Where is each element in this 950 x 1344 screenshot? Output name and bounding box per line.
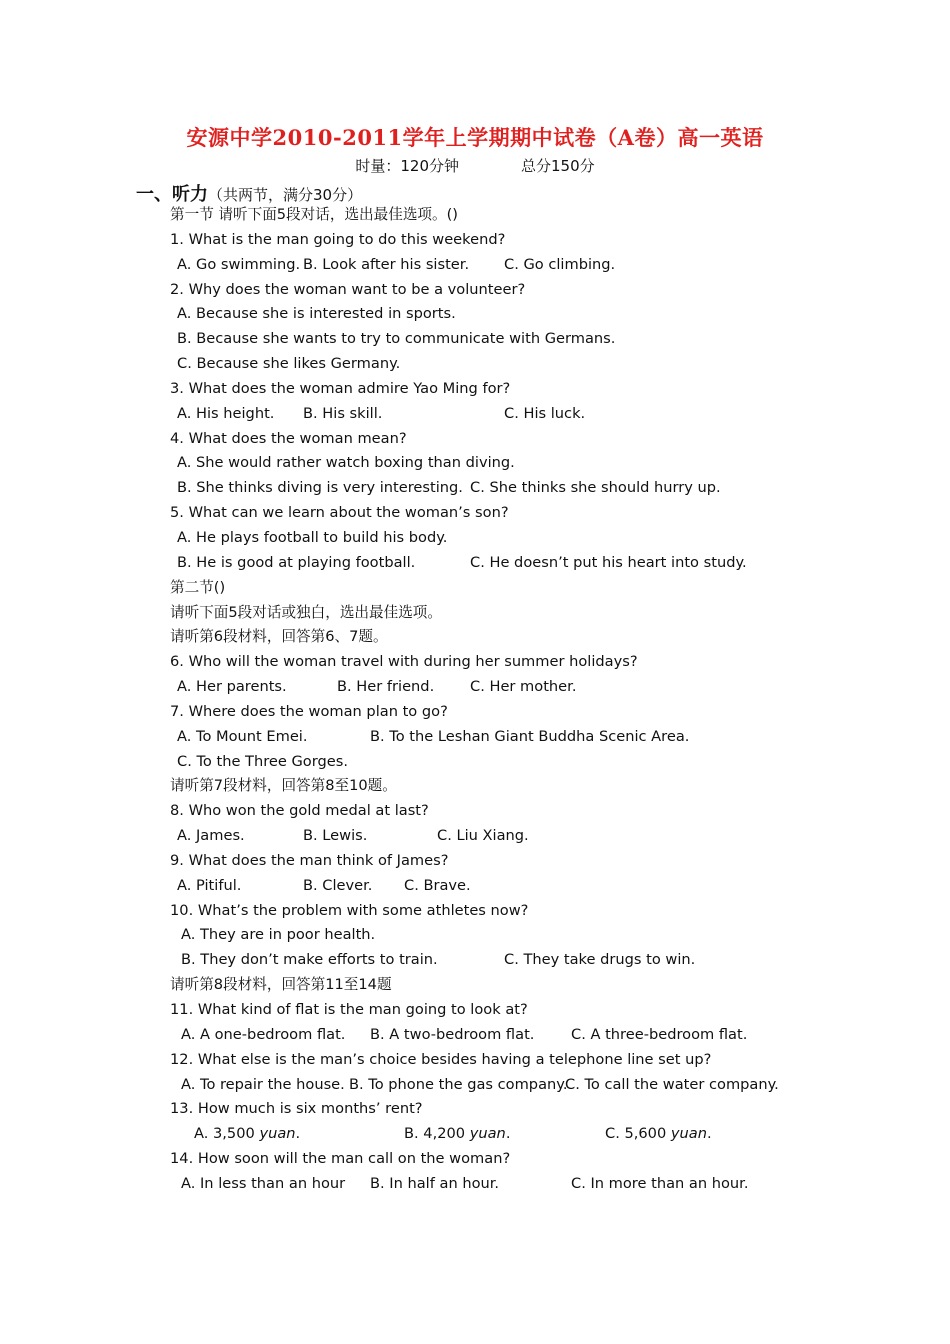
option-a: A. 3,500 yuan. (194, 1125, 301, 1143)
exam-total-score: 总分150分 (521, 157, 595, 175)
option-b: B. 4,200 yuan. (404, 1125, 511, 1143)
option-a: A. James. (177, 827, 245, 845)
question-3: 3. What does the woman admire Yao Ming for? (170, 379, 511, 397)
option-a-amount: A. 3,500 (194, 1125, 255, 1143)
option-b: B. To phone the gas company. (349, 1075, 568, 1093)
option-a: A. He plays football to build his body. (177, 528, 448, 546)
option-a: A. In less than an hour (181, 1174, 346, 1192)
option-c: C. His luck. (504, 404, 586, 422)
question-5: 5. What can we learn about the woman’s son? (170, 504, 509, 522)
option-b: B. A two-bedroom flat. (370, 1025, 535, 1043)
option-b: B. They don’t make efforts to train. (181, 951, 438, 969)
option-c: C. He doesn’t put his heart into study. (470, 553, 747, 571)
material-7-instruction: 请听第7段材料，回答第8至10题。 (170, 777, 397, 795)
options-12 (170, 1073, 820, 1098)
option-c: C. She thinks she should hurry up. (470, 479, 721, 497)
options-10 (170, 948, 820, 973)
option-a: A. To repair the house. (181, 1075, 345, 1093)
exam-title: 安源中学2010-2011学年上学期期中试卷（A卷）高一英语 (186, 125, 764, 150)
option-b: B. Clever. (303, 876, 373, 894)
option-b: B. His skill. (303, 404, 383, 422)
material-8-instruction: 请听第8段材料，回答第11至14题 (170, 976, 392, 994)
question-10: 10. What’s the problem with some athletes now? (170, 901, 529, 919)
option-b: B. Lewis. (303, 827, 368, 845)
question-7: 7. Where does the woman plan to go? (170, 702, 448, 720)
option-c: C. Because she likes Germany. (177, 355, 401, 373)
option-c: C. Brave. (404, 876, 471, 894)
option-c: C. They take drugs to win. (504, 951, 696, 969)
option-a: A. To Mount Emei. (177, 727, 308, 745)
option-a: A. Go swimming. (177, 255, 301, 273)
part2-heading: 第二节() (170, 578, 226, 596)
question-4: 4. What does the woman mean? (170, 429, 407, 447)
option-a: A. Pitiful. (177, 876, 242, 894)
option-c: C. A three-bedroom flat. (571, 1025, 748, 1043)
currency-unit: yuan (469, 1125, 506, 1143)
options-3 (170, 402, 820, 427)
option-b: B. Look after his sister. (303, 255, 470, 273)
option-c-amount: C. 5,600 (605, 1125, 667, 1143)
options-4 (170, 476, 820, 501)
question-1: 1. What is the man going to do this weekend? (170, 230, 506, 248)
question-13: 13. How much is six months’ rent? (170, 1100, 423, 1118)
options-14 (170, 1172, 820, 1197)
question-9: 9. What does the man think of James? (170, 851, 449, 869)
option-a: A. A one-bedroom flat. (181, 1025, 346, 1043)
part1-intro: 第一节 请听下面5段对话，选出最佳选项。() (170, 206, 459, 223)
option-b: B. In half an hour. (370, 1174, 500, 1192)
question-14: 14. How soon will the man call on the woman? (170, 1150, 511, 1168)
question-11: 11. What kind of flat is the man going to look at? (170, 1001, 528, 1018)
question-8: 8. Who won the gold medal at last? (170, 802, 429, 820)
option-b: B. She thinks diving is very interesting. (177, 479, 463, 497)
option-c: C. Liu Xiang. (437, 827, 529, 845)
option-a: A. They are in poor health. (181, 926, 376, 944)
options-11 (170, 1023, 820, 1048)
listening-section (170, 203, 820, 1197)
option-c: C. In more than an hour. (571, 1174, 749, 1192)
option-c: C. To call the water company. (565, 1075, 779, 1093)
section-title: 一、听力 (136, 184, 208, 205)
options-5 (170, 551, 820, 576)
question-2: 2. Why does the woman want to be a volunteer? (170, 280, 526, 298)
option-c: C. 5,600 yuan. (605, 1125, 712, 1143)
currency-unit: yuan (670, 1125, 707, 1143)
option-a: A. She would rather watch boxing than diving. (177, 454, 515, 472)
options-7 (170, 725, 820, 750)
currency-unit: yuan (259, 1125, 296, 1143)
option-b: B. He is good at playing football. (177, 553, 416, 571)
section-note: （共两节，满分30分） (208, 186, 363, 204)
option-c: C. To the Three Gorges. (177, 752, 348, 770)
option-a: A. His height. (177, 404, 275, 422)
options-9 (170, 874, 820, 899)
option-c: C. Go climbing. (504, 255, 616, 273)
option-b-amount: B. 4,200 (404, 1125, 466, 1143)
material-6-instruction: 请听第6段材料，回答第6、7题。 (170, 628, 388, 646)
options-6 (170, 675, 820, 700)
question-6: 6. Who will the woman travel with during her summer holidays? (170, 653, 638, 671)
exam-time: 时量：120分钟 (355, 157, 459, 175)
part2-intro: 请听下面5段对话或独白，选出最佳选项。 (170, 603, 442, 621)
option-a: A. Because she is interested in sports. (177, 305, 456, 323)
option-b: B. Her friend. (337, 678, 435, 696)
options-8 (170, 824, 820, 849)
options-13 (170, 1122, 820, 1147)
exam-meta (0, 155, 950, 176)
option-b: B. Because she wants to try to communicate with Germans. (177, 330, 616, 348)
option-a: A. Her parents. (177, 678, 287, 696)
option-c: C. Her mother. (470, 678, 577, 696)
options-1 (170, 253, 820, 278)
question-12: 12. What else is the man’s choice besides having a telephone line set up? (170, 1050, 712, 1068)
option-b: B. To the Leshan Giant Buddha Scenic Area. (370, 727, 690, 745)
